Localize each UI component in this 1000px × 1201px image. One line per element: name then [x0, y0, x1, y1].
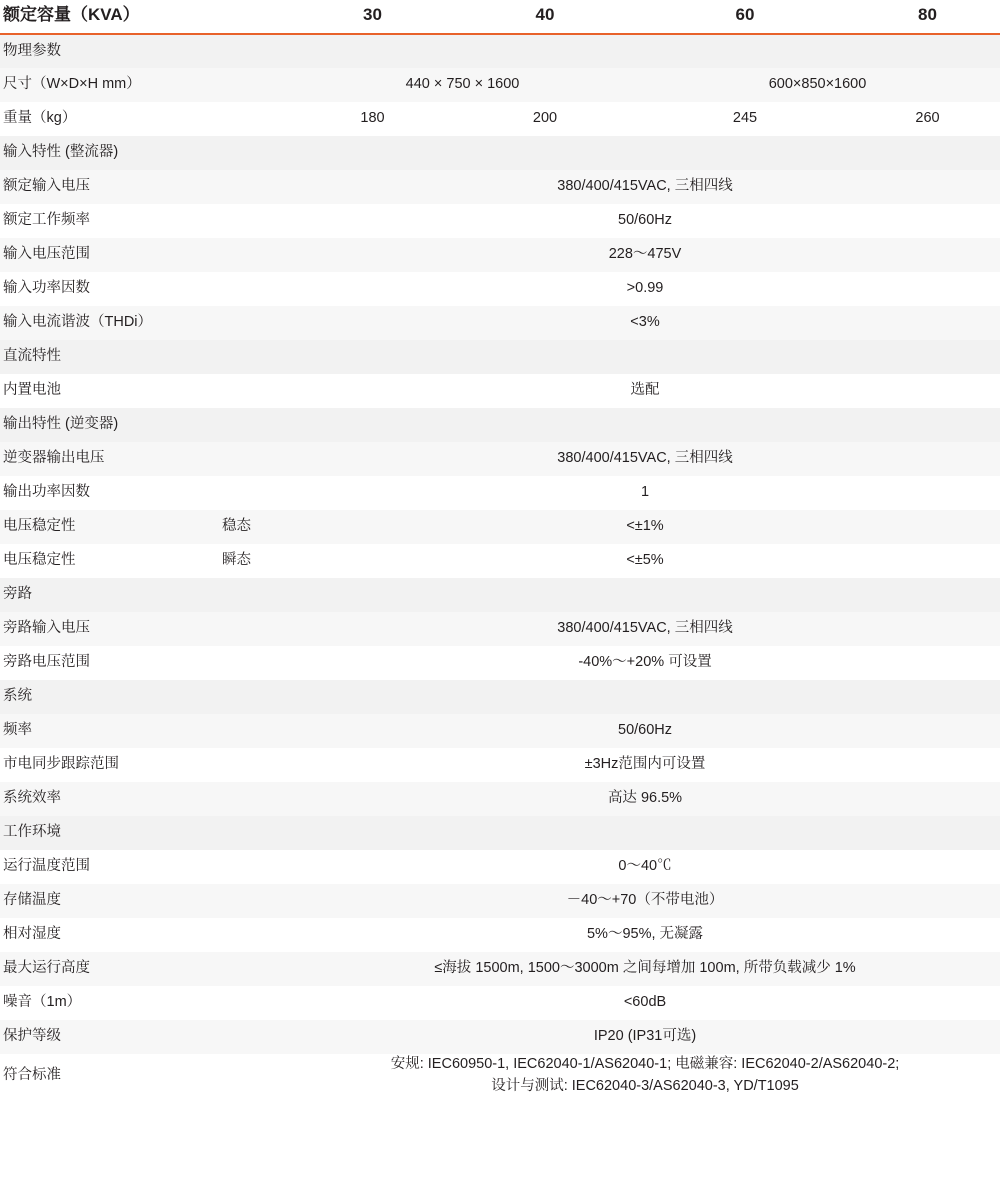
table-row — [0, 68, 1000, 102]
row-sublabel — [220, 170, 290, 204]
row-value: 245 — [732, 110, 758, 127]
row-value: 600×850×1600 — [768, 76, 867, 93]
table-row — [0, 238, 1000, 272]
row-label: 逆变器输出电压 — [3, 450, 105, 467]
row-label: 输入电流谐波（THDi） — [3, 314, 153, 331]
section-title: 系统 — [3, 688, 32, 705]
table-row — [0, 510, 1000, 544]
row-label: 系统效率 — [3, 790, 61, 807]
header-capacity-40: 40 — [535, 5, 555, 25]
table-row — [0, 952, 1000, 986]
table-row — [0, 1054, 1000, 1098]
table-row — [0, 102, 1000, 136]
row-value: <60dB — [623, 994, 667, 1011]
section-title: 物理参数 — [3, 42, 61, 59]
row-value: ±3Hz范围内可设置 — [584, 756, 706, 773]
row-label: 电压稳定性 — [3, 552, 76, 569]
row-value: IP20 (IP31可选) — [593, 1028, 697, 1045]
row-value: 50/60Hz — [618, 212, 673, 229]
row-value: <±1% — [626, 518, 664, 535]
row-sublabel — [220, 714, 290, 748]
row-sublabel — [220, 374, 290, 408]
row-value: 0〜40℃ — [618, 858, 672, 875]
section-title: 直流特性 — [3, 348, 61, 365]
row-label: 额定输入电压 — [3, 178, 90, 195]
row-label: 运行温度范围 — [3, 858, 90, 875]
row-label: 输入电压范围 — [3, 246, 90, 263]
table-row — [0, 850, 1000, 884]
table-row — [0, 782, 1000, 816]
row-sublabel — [220, 204, 290, 238]
row-sublabel: 稳态 — [222, 518, 251, 535]
row-sublabel — [220, 306, 290, 340]
row-label: 保护等级 — [3, 1028, 61, 1045]
row-value: <±5% — [626, 552, 664, 569]
row-value: 380/400/415VAC, 三相四线 — [557, 178, 733, 195]
table-row — [0, 170, 1000, 204]
row-label: 相对湿度 — [3, 926, 61, 943]
table-row — [0, 884, 1000, 918]
row-value: 200 — [532, 110, 558, 127]
table-row — [0, 714, 1000, 748]
row-label: 输入功率因数 — [3, 280, 90, 297]
table-row — [0, 1020, 1000, 1054]
row-label: 内置电池 — [3, 382, 61, 399]
section-row — [0, 340, 1000, 374]
row-sublabel — [220, 986, 290, 1020]
row-label: 符合标准 — [3, 1066, 61, 1083]
section-row — [0, 816, 1000, 850]
table-header-row — [0, 0, 1000, 34]
row-value: 高达 96.5% — [607, 790, 683, 807]
section-row — [0, 136, 1000, 170]
row-sublabel — [220, 272, 290, 306]
header-capacity-60: 60 — [735, 5, 755, 25]
row-label: 尺寸（W×D×H mm） — [3, 76, 141, 93]
section-title: 输入特性 (整流器) — [3, 144, 119, 161]
table-row — [0, 986, 1000, 1020]
table-row — [0, 748, 1000, 782]
row-value: 1 — [640, 484, 650, 501]
row-label: 输出功率因数 — [3, 484, 90, 501]
row-value: 180 — [360, 110, 385, 127]
row-sublabel — [220, 238, 290, 272]
row-sublabel — [220, 102, 290, 136]
table-row — [0, 918, 1000, 952]
section-row — [0, 34, 1000, 68]
section-title: 输出特性 (逆变器) — [3, 416, 119, 433]
row-sublabel — [220, 612, 290, 646]
row-value: 安规: IEC60950-1, IEC62040-1/AS62040-1; 电磁兼容: IEC62040-2/AS62040-2; 设计与测试: IEC62040-3/AS62040-3, YD/T1095 — [390, 1056, 900, 1094]
row-label: 额定工作频率 — [3, 212, 90, 229]
section-title: 旁路 — [3, 586, 32, 603]
row-label: 旁路输入电压 — [3, 620, 90, 637]
header-capacity-80: 80 — [918, 5, 937, 25]
table-row — [0, 544, 1000, 578]
row-sublabel — [220, 476, 290, 510]
row-label: 最大运行高度 — [3, 960, 90, 977]
row-sublabel — [220, 748, 290, 782]
row-sublabel — [220, 884, 290, 918]
row-sublabel — [220, 68, 290, 102]
row-label: 噪音（1m） — [3, 994, 82, 1011]
row-value: ≤海拔 1500m, 1500〜3000m 之间每增加 100m, 所带负载减少 1% — [434, 960, 856, 977]
row-value: >0.99 — [626, 280, 664, 297]
header-capacity-30: 30 — [363, 5, 382, 25]
row-sublabel — [220, 782, 290, 816]
row-label: 频率 — [3, 722, 32, 739]
row-label: 旁路电压范围 — [3, 654, 90, 671]
table-row — [0, 374, 1000, 408]
row-sublabel — [220, 918, 290, 952]
row-value: 380/400/415VAC, 三相四线 — [557, 620, 733, 637]
table-row — [0, 306, 1000, 340]
row-sublabel — [220, 1020, 290, 1054]
row-label: 重量（kg） — [3, 110, 77, 127]
row-sublabel — [220, 646, 290, 680]
row-value: 50/60Hz — [618, 722, 673, 739]
row-value: 选配 — [630, 382, 660, 399]
row-sublabel — [220, 850, 290, 884]
row-value: 260 — [915, 110, 940, 127]
row-value: 440 × 750 × 1600 — [405, 76, 520, 93]
row-value: 5%〜95%, 无凝露 — [586, 926, 704, 943]
row-sublabel — [220, 952, 290, 986]
table-row — [0, 612, 1000, 646]
row-label: 电压稳定性 — [3, 518, 76, 535]
row-label: 存储温度 — [3, 892, 61, 909]
row-value: 228〜475V — [608, 246, 682, 263]
row-sublabel: 瞬态 — [222, 552, 251, 569]
row-value: 380/400/415VAC, 三相四线 — [557, 450, 733, 467]
table-row — [0, 204, 1000, 238]
table-row — [0, 272, 1000, 306]
row-sublabel — [220, 442, 290, 476]
row-value: －40〜+70（不带电池） — [566, 892, 724, 909]
section-row — [0, 408, 1000, 442]
row-label: 市电同步跟踪范围 — [3, 756, 119, 773]
table-row — [0, 646, 1000, 680]
section-row — [0, 680, 1000, 714]
header-capacity-label: 额定容量（KVA） — [3, 5, 140, 25]
section-row — [0, 578, 1000, 612]
table-row — [0, 442, 1000, 476]
row-value: -40%〜+20% 可设置 — [578, 654, 712, 671]
row-value: <3% — [630, 314, 660, 331]
section-title: 工作环境 — [3, 824, 61, 841]
row-sublabel — [220, 1054, 290, 1098]
table-row — [0, 476, 1000, 510]
